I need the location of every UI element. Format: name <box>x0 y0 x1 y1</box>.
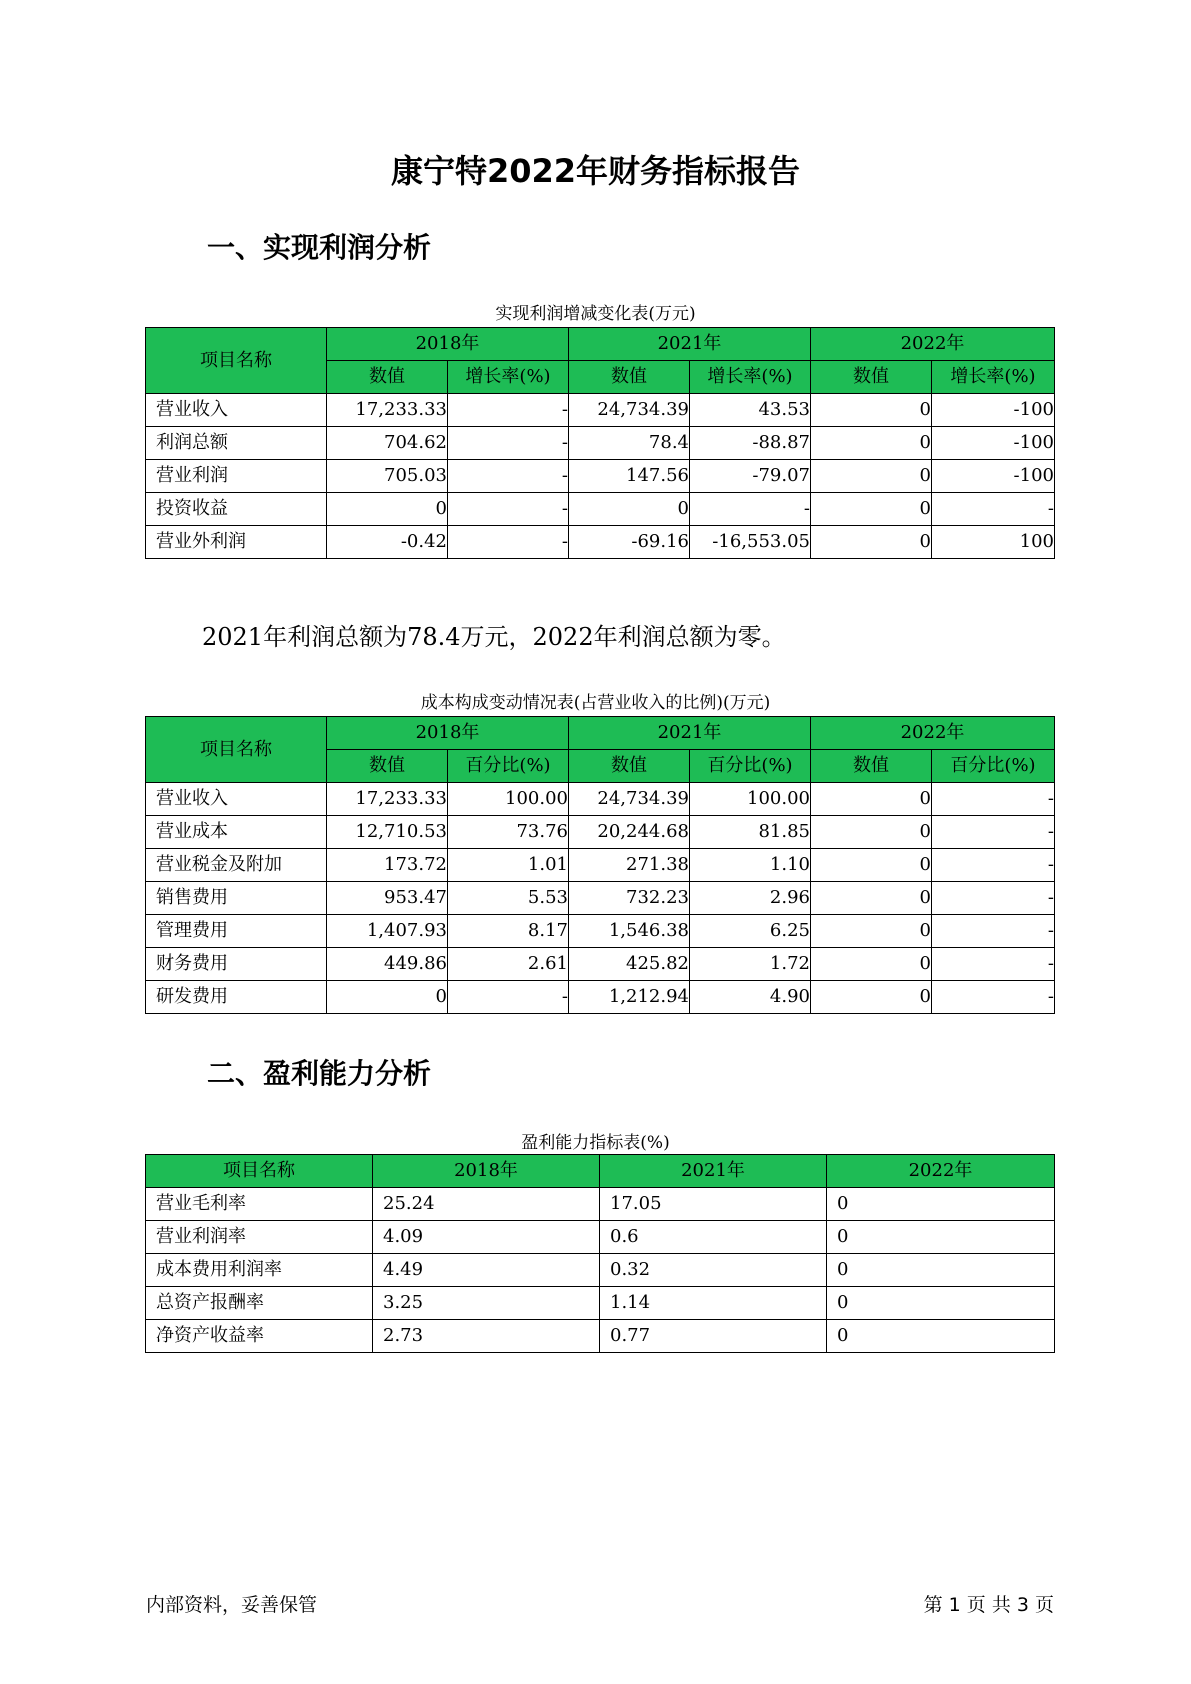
table-cell: - <box>690 493 811 526</box>
table-cell: 43.53 <box>690 394 811 427</box>
column-header: 数值 <box>811 361 932 394</box>
table-cell: -0.42 <box>327 526 448 559</box>
table-cell: 705.03 <box>327 460 448 493</box>
row-label: 销售费用 <box>146 882 327 915</box>
table-cell: 100.00 <box>690 783 811 816</box>
table-cell: 3.25 <box>373 1287 600 1320</box>
table-row <box>146 1254 1055 1287</box>
table-cell: 147.56 <box>569 460 690 493</box>
table-cell: 17,233.33 <box>327 783 448 816</box>
table-cell: - <box>932 915 1055 948</box>
table-cell: 4.09 <box>373 1221 600 1254</box>
column-header: 项目名称 <box>146 717 327 783</box>
row-label: 营业利润率 <box>146 1221 373 1254</box>
table-cell: 2.96 <box>690 882 811 915</box>
table-cell: 0 <box>811 394 932 427</box>
table-cell: 271.38 <box>569 849 690 882</box>
table-cell: 0 <box>827 1254 1055 1287</box>
table-cell: 81.85 <box>690 816 811 849</box>
column-header: 数值 <box>327 361 448 394</box>
table-cell: 8.17 <box>448 915 569 948</box>
column-header: 2021年 <box>569 328 811 361</box>
table-cell: - <box>448 460 569 493</box>
column-header: 增长率(%) <box>448 361 569 394</box>
table-cell: - <box>932 948 1055 981</box>
table-cell: 6.25 <box>690 915 811 948</box>
table-cell: -100 <box>932 394 1055 427</box>
table-cell: 1.10 <box>690 849 811 882</box>
table-cell: 0 <box>811 816 932 849</box>
column-header: 数值 <box>569 361 690 394</box>
table-cell: 0 <box>811 783 932 816</box>
table-cell: -88.87 <box>690 427 811 460</box>
table-cell: 78.4 <box>569 427 690 460</box>
row-label: 营业成本 <box>146 816 327 849</box>
table-cell: 0.77 <box>600 1320 827 1353</box>
cost-structure-table <box>145 716 1055 1014</box>
summary-paragraph: 2021年利润总额为78.4万元，2022年利润总额为零。 <box>202 623 786 651</box>
row-label: 营业利润 <box>146 460 327 493</box>
column-header: 数值 <box>811 750 932 783</box>
table-cell: 425.82 <box>569 948 690 981</box>
table-cell: 0.32 <box>600 1254 827 1287</box>
table-cell: 24,734.39 <box>569 783 690 816</box>
table-cell: 173.72 <box>327 849 448 882</box>
table-cell: 0 <box>827 1188 1055 1221</box>
table-row <box>146 1287 1055 1320</box>
table-cell: 0 <box>811 915 932 948</box>
row-label: 研发费用 <box>146 981 327 1014</box>
column-header: 百分比(%) <box>690 750 811 783</box>
table-cell: 25.24 <box>373 1188 600 1221</box>
table-cell: 953.47 <box>327 882 448 915</box>
table-row <box>146 394 1055 427</box>
table-cell: 0 <box>569 493 690 526</box>
table-cell: 100.00 <box>448 783 569 816</box>
table-cell: 0 <box>811 849 932 882</box>
table-cell: 2.73 <box>373 1320 600 1353</box>
column-header: 增长率(%) <box>932 361 1055 394</box>
table-cell: -100 <box>932 460 1055 493</box>
table-cell: 0 <box>811 526 932 559</box>
row-label: 营业收入 <box>146 783 327 816</box>
table-cell: 0 <box>327 493 448 526</box>
table-caption: 盈利能力指标表(%) <box>521 1133 670 1153</box>
table-cell: 0 <box>811 981 932 1014</box>
table-cell: 0 <box>811 427 932 460</box>
column-header: 2022年 <box>811 717 1055 750</box>
table-cell: 0 <box>811 493 932 526</box>
table-cell: 0 <box>827 1287 1055 1320</box>
table-cell: 17.05 <box>600 1188 827 1221</box>
section-heading-profitability: 二、盈利能力分析 <box>207 1057 432 1090</box>
table-cell: 100 <box>932 526 1055 559</box>
table-cell: 2.61 <box>448 948 569 981</box>
column-header: 百分比(%) <box>448 750 569 783</box>
table-cell: 0 <box>811 948 932 981</box>
table-row <box>146 1221 1055 1254</box>
table-cell: - <box>932 493 1055 526</box>
table-cell: - <box>448 493 569 526</box>
column-header: 数值 <box>569 750 690 783</box>
table-row <box>146 882 1055 915</box>
page-title: 康宁特2022年财务指标报告 <box>390 152 801 190</box>
table-row <box>146 849 1055 882</box>
table-cell: -100 <box>932 427 1055 460</box>
table-row <box>146 783 1055 816</box>
table-cell: -79.07 <box>690 460 811 493</box>
table-cell: - <box>932 816 1055 849</box>
table-cell: - <box>448 427 569 460</box>
column-header: 2018年 <box>327 717 569 750</box>
table-cell: 4.49 <box>373 1254 600 1287</box>
table-cell: 73.76 <box>448 816 569 849</box>
table-cell: 0 <box>811 882 932 915</box>
row-label: 营业收入 <box>146 394 327 427</box>
column-header: 增长率(%) <box>690 361 811 394</box>
table-cell: 0.6 <box>600 1221 827 1254</box>
table-cell: 20,244.68 <box>569 816 690 849</box>
table-row <box>146 493 1055 526</box>
column-header: 数值 <box>327 750 448 783</box>
table-cell: 1,546.38 <box>569 915 690 948</box>
row-label: 成本费用利润率 <box>146 1254 373 1287</box>
table-cell: 1,407.93 <box>327 915 448 948</box>
column-header: 2021年 <box>600 1155 827 1188</box>
table-row <box>146 915 1055 948</box>
table-row <box>146 460 1055 493</box>
table-cell: 24,734.39 <box>569 394 690 427</box>
row-label: 财务费用 <box>146 948 327 981</box>
table-cell: - <box>448 394 569 427</box>
table-cell: 704.62 <box>327 427 448 460</box>
profit-change-table <box>145 327 1055 559</box>
table-caption: 实现利润增减变化表(万元) <box>495 304 696 324</box>
row-label: 投资收益 <box>146 493 327 526</box>
table-cell: 1.14 <box>600 1287 827 1320</box>
table-cell: - <box>448 981 569 1014</box>
table-cell: 1,212.94 <box>569 981 690 1014</box>
footer-page-number: 第 1 页 共 3 页 <box>923 1594 1054 1616</box>
table-row <box>146 816 1055 849</box>
row-label: 总资产报酬率 <box>146 1287 373 1320</box>
table-row <box>146 981 1055 1014</box>
table-cell: 17,233.33 <box>327 394 448 427</box>
table-cell: - <box>932 981 1055 1014</box>
table-cell: - <box>448 526 569 559</box>
column-header: 2018年 <box>373 1155 600 1188</box>
row-label: 利润总额 <box>146 427 327 460</box>
column-header: 2021年 <box>569 717 811 750</box>
section-heading-profit: 一、实现利润分析 <box>207 231 432 264</box>
table-caption: 成本构成变动情况表(占营业收入的比例)(万元) <box>420 693 771 713</box>
table-cell: 732.23 <box>569 882 690 915</box>
row-label: 营业外利润 <box>146 526 327 559</box>
column-header: 百分比(%) <box>932 750 1055 783</box>
table-cell: 0 <box>827 1320 1055 1353</box>
table-row <box>146 427 1055 460</box>
table-row <box>146 1320 1055 1353</box>
column-header: 2022年 <box>827 1155 1055 1188</box>
table-cell: - <box>932 882 1055 915</box>
table-cell: 0 <box>327 981 448 1014</box>
table-cell: 0 <box>811 460 932 493</box>
column-header: 2022年 <box>811 328 1055 361</box>
table-cell: 449.86 <box>327 948 448 981</box>
table-row <box>146 1188 1055 1221</box>
column-header: 项目名称 <box>146 1155 373 1188</box>
table-cell: 1.01 <box>448 849 569 882</box>
row-label: 营业毛利率 <box>146 1188 373 1221</box>
table-row <box>146 948 1055 981</box>
column-header: 项目名称 <box>146 328 327 394</box>
table-cell: 1.72 <box>690 948 811 981</box>
table-row <box>146 526 1055 559</box>
row-label: 营业税金及附加 <box>146 849 327 882</box>
table-cell: -16,553.05 <box>690 526 811 559</box>
table-cell: 4.90 <box>690 981 811 1014</box>
column-header: 2018年 <box>327 328 569 361</box>
table-cell: - <box>932 849 1055 882</box>
row-label: 净资产收益率 <box>146 1320 373 1353</box>
table-cell: -69.16 <box>569 526 690 559</box>
table-cell: 5.53 <box>448 882 569 915</box>
footer-confidential-note: 内部资料，妥善保管 <box>146 1594 318 1616</box>
table-cell: 12,710.53 <box>327 816 448 849</box>
table-cell: 0 <box>827 1221 1055 1254</box>
row-label: 管理费用 <box>146 915 327 948</box>
profitability-ratio-table <box>145 1154 1055 1353</box>
table-cell: - <box>932 783 1055 816</box>
